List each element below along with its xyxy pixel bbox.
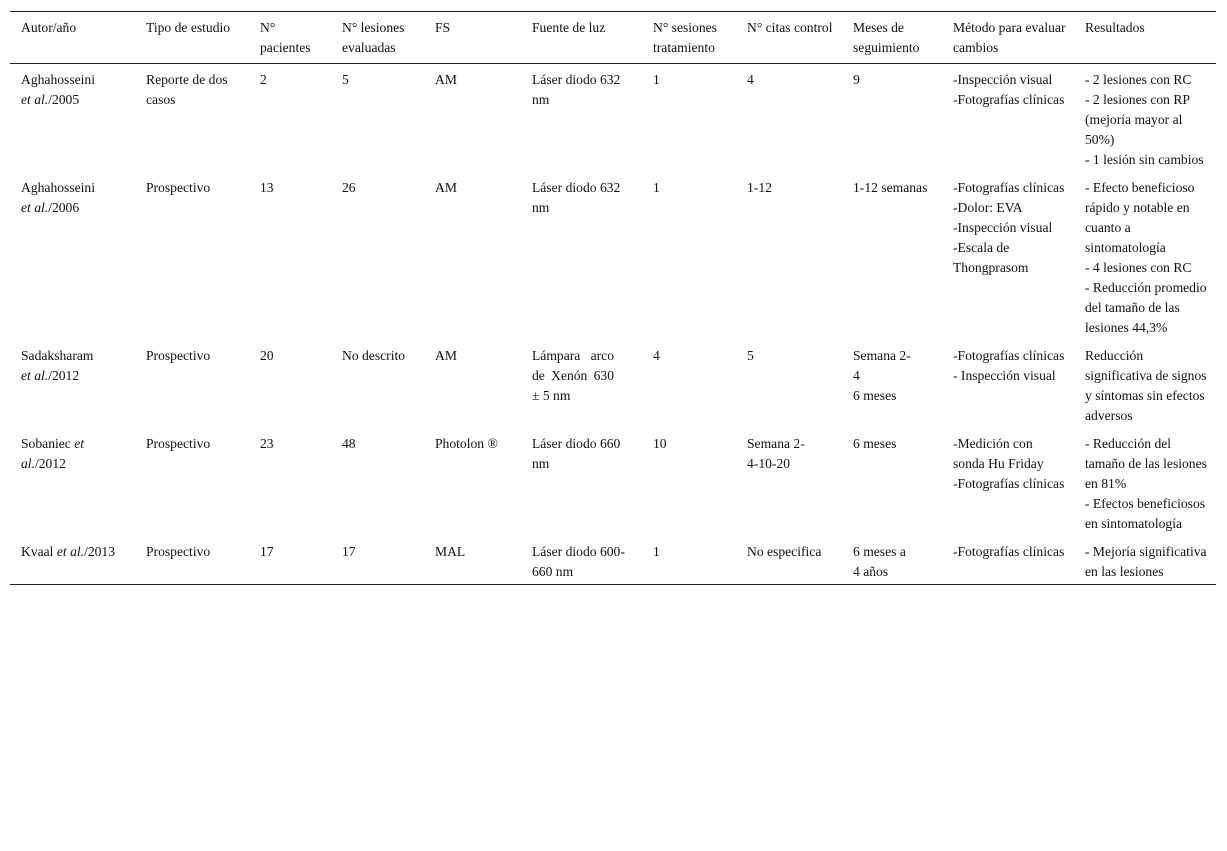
cell-methods	[942, 340, 1074, 428]
cell-controls: 1-12	[747, 180, 772, 195]
cell-study-type: Reporte de dos casos	[146, 72, 228, 107]
author-name: Kvaal	[21, 544, 54, 559]
author-etal: et al.	[21, 200, 49, 215]
result-item: - Efectos beneficiosos en sintomatología	[1085, 496, 1209, 531]
author-name: Sobaniec	[21, 436, 71, 451]
cell-light-source: Láser diodo 632 nm	[532, 180, 621, 215]
result-item: - 2 lesiones con RC	[1085, 72, 1192, 87]
method-item: - Inspección visual	[953, 368, 1056, 383]
author-name: Aghahosseini	[21, 72, 96, 87]
cell-light-source	[521, 340, 642, 428]
cell-results	[1074, 172, 1216, 340]
cell-author	[10, 536, 135, 585]
cell-controls: 4	[747, 72, 754, 87]
method-item: -Inspección visual	[953, 72, 1053, 87]
cell-fs: AM	[435, 348, 457, 363]
author-name: Aghahosseini	[21, 180, 96, 195]
method-item: -Inspección visual	[953, 220, 1053, 235]
cell-lesions: 5	[342, 72, 349, 87]
header-patients: N° pacientes	[260, 20, 311, 55]
author-year: /2006	[48, 200, 80, 215]
result-item: - 4 lesiones con RC	[1085, 260, 1192, 275]
cell-study-type: Prospectivo	[146, 544, 211, 559]
cell-study-type: Prospectivo	[146, 348, 211, 363]
cell-sessions: 1	[653, 72, 660, 87]
header-fs: FS	[435, 20, 451, 35]
cell-follow-up	[842, 536, 942, 585]
cell-sessions: 1	[653, 180, 660, 195]
cell-controls: No especifica	[747, 544, 822, 559]
cell-fs: Photolon ®	[435, 436, 498, 451]
cell-patients: 17	[260, 544, 274, 559]
light-source-text: Lámpara arco de Xenón 630 ± 5 nm	[532, 348, 614, 403]
author-year: /2012	[48, 368, 80, 383]
result-item: - 1 lesión sin cambios	[1085, 152, 1204, 167]
cell-light-source: Láser diodo 660 nm	[532, 436, 621, 471]
follow-up-item: 6 meses	[853, 388, 897, 403]
cell-controls	[736, 428, 842, 536]
method-item: -Fotografías clínicas	[953, 348, 1065, 363]
method-item: -Dolor: EVA	[953, 200, 1023, 215]
cell-fs: AM	[435, 72, 457, 87]
cell-controls: 5	[747, 348, 754, 363]
table-row	[10, 428, 1216, 536]
study-table-container	[10, 11, 1216, 585]
header-sessions: N° sesiones tratamiento	[653, 20, 717, 55]
result-item: Reducción significativa de signos y síntomas sin efectos adversos	[1085, 348, 1210, 423]
method-item: -Fotografías clínicas	[953, 544, 1065, 559]
cell-results	[1074, 536, 1216, 585]
result-item: - 2 lesiones con RP (mejoría mayor al 50%)	[1085, 92, 1193, 147]
cell-sessions: 10	[653, 436, 667, 451]
author-etal: et al.	[21, 368, 49, 383]
result-item: - Reducción promedio del tamaño de las lesiones 44,3%	[1085, 280, 1210, 335]
cell-fs: MAL	[435, 544, 466, 559]
cell-lesions: No descrito	[342, 348, 406, 363]
method-item: -Fotografías clínicas	[953, 476, 1065, 491]
cell-follow-up: 6 meses	[853, 436, 897, 451]
cell-follow-up	[842, 340, 942, 428]
cell-follow-up: 9	[853, 72, 860, 87]
author-etal: et al.	[21, 92, 49, 107]
header-author-year: Autor/año	[21, 20, 77, 35]
cell-lesions: 17	[342, 544, 356, 559]
method-item: -Escala de Thongprasom	[953, 240, 1029, 275]
cell-patients: 23	[260, 436, 274, 451]
method-item: -Fotografías clínicas	[953, 92, 1065, 107]
cell-light-source: Láser diodo 600-660 nm	[532, 544, 625, 579]
result-item: - Efecto beneficioso rápido y notable en cuanto a sintomatología	[1085, 180, 1198, 255]
table-row	[10, 536, 1216, 585]
cell-author	[10, 340, 135, 428]
cell-follow-up: 1-12 semanas	[853, 180, 928, 195]
cell-methods	[942, 64, 1074, 173]
result-item: - Reducción del tamaño de las lesiones en 81%	[1085, 436, 1211, 491]
table-header-row	[10, 12, 1216, 64]
cell-light-source: Láser diodo 632 nm	[532, 72, 621, 107]
header-study-type: Tipo de estudio	[146, 20, 231, 35]
cell-patients: 20	[260, 348, 274, 363]
controls-text: Semana 2-4-10-20	[747, 436, 805, 471]
author-etal: et al.	[56, 544, 85, 559]
cell-author	[10, 172, 135, 340]
cell-patients: 13	[260, 180, 274, 195]
header-follow-up: Meses de seguimiento	[853, 20, 920, 55]
header-controls: N° citas control	[747, 20, 833, 35]
cell-lesions: 26	[342, 180, 356, 195]
method-item: -Medición con sonda Hu Friday	[953, 436, 1044, 471]
cell-methods	[942, 536, 1074, 585]
author-year: /2012	[34, 456, 66, 471]
cell-patients: 2	[260, 72, 267, 87]
cell-author	[10, 428, 135, 536]
cell-fs: AM	[435, 180, 457, 195]
cell-methods	[942, 428, 1074, 536]
header-lesions: N° lesiones evaluadas	[342, 20, 405, 55]
author-etal: et al.	[21, 436, 85, 471]
follow-up-text: 6 meses a 4 años	[853, 544, 906, 579]
table-row	[10, 340, 1216, 428]
author-name: Sadaksharam	[21, 348, 94, 363]
study-table	[10, 11, 1216, 585]
cell-sessions: 4	[653, 348, 660, 363]
method-item: -Fotografías clínicas	[953, 180, 1065, 195]
cell-methods	[942, 172, 1074, 340]
follow-up-item: Semana 2-4	[853, 348, 911, 383]
table-row	[10, 172, 1216, 340]
result-item: - Mejoría significativa en las lesiones	[1085, 544, 1210, 579]
table-row	[10, 64, 1216, 173]
cell-author	[10, 64, 135, 173]
cell-study-type: Prospectivo	[146, 436, 211, 451]
header-methods: Método para evaluar cambios	[953, 20, 1066, 55]
cell-sessions: 1	[653, 544, 660, 559]
cell-lesions: 48	[342, 436, 356, 451]
cell-study-type: Prospectivo	[146, 180, 211, 195]
header-results: Resultados	[1085, 20, 1145, 35]
cell-results	[1074, 428, 1216, 536]
author-year: /2005	[48, 92, 80, 107]
cell-results	[1074, 64, 1216, 173]
header-light-source: Fuente de luz	[532, 20, 606, 35]
author-year: /2013	[84, 544, 116, 559]
cell-results	[1074, 340, 1216, 428]
